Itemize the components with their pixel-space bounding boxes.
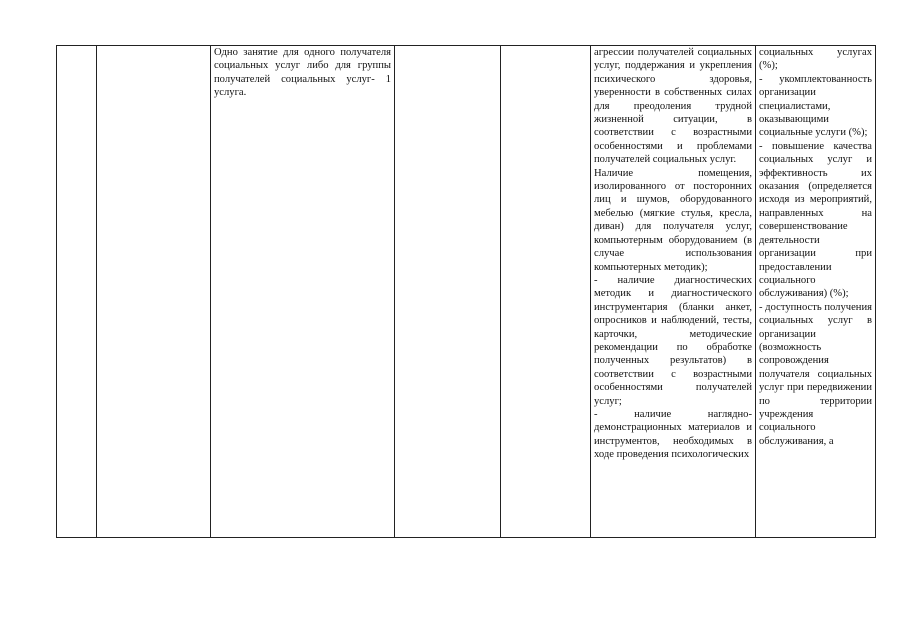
indicator-paragraph: социальных услугах (%); (759, 47, 872, 72)
cell-quality-indicators (756, 46, 876, 538)
service-volume-text: Одно занятие для одного получателя социальных услуг либо для группы получателей социальных услуг- 1 услуга. (214, 47, 391, 99)
conditions-paragraph: - наличие диагностических методик и диагностического инструментария (бланки анкет, опросников и наблюдений, тесты, карточки, методические рекомендации по обработке полученных результатов) в соответствии с возрастными особенностями получателей услуг; (594, 274, 752, 407)
table-row (57, 46, 876, 538)
standards-table (56, 45, 876, 538)
cell-conditions (591, 46, 756, 538)
indicator-paragraph: - повышение качества социальных услуг и эффективность их оказания (определяется исходя из мероприятий, направленных на совершенствование деятельности организации при предоставлении социального обслуживания) (%); (759, 140, 872, 300)
cell-service-volume (211, 46, 395, 538)
cell-terms (395, 46, 501, 538)
cell-service-name (97, 46, 211, 538)
cell-tariff (501, 46, 591, 538)
cell-number (57, 46, 97, 538)
conditions-paragraph: - наличие наглядно-демонстрационных материалов и инструментов, необходимых в ходе проведения психологических (594, 408, 752, 461)
conditions-paragraph: агрессии получателей социальных услуг, поддержания и укрепления психического здоровья, уверенности в собственных силах для преодоления трудной жизненной ситуации, в соответствии с возрастными особенностями и проблемами получателей социальных услуг. (594, 47, 752, 166)
conditions-paragraph: Наличие помещения, изолированного от посторонних лиц и шумов, оборудованного мебелью (мягкие стулья, кресла, диван) для получателя услуг, компьютерным оборудованием (в случае использования компьютерных методик); (594, 167, 752, 273)
indicator-paragraph: - доступность получения социальных услуг в организации (возможность сопровождения получателя социальных услуг при передвижении по территории учреждения социального обслуживания, а (759, 301, 872, 447)
indicator-paragraph: - укомплектованность организации специалистами, оказывающими социальные услуги (%); (759, 73, 872, 139)
